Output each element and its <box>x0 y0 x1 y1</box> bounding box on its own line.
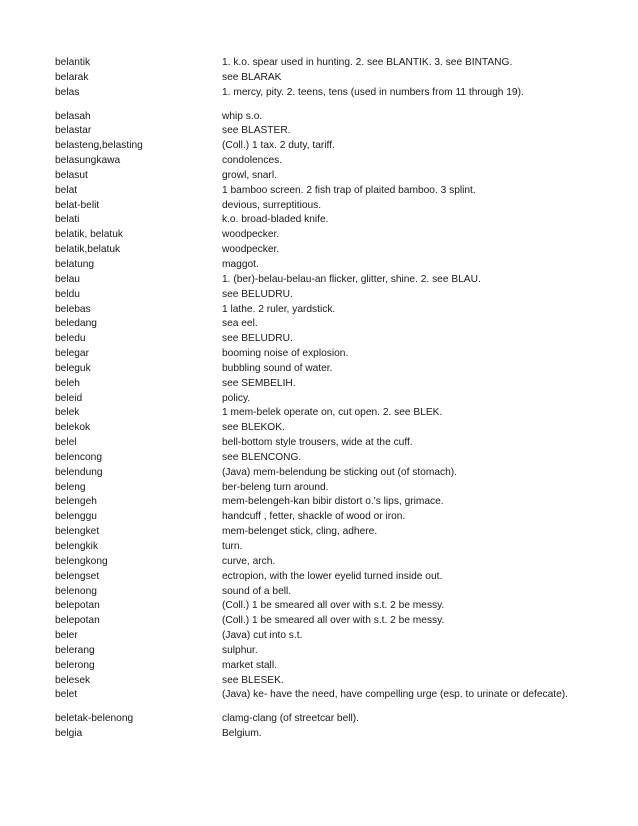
entry-definition: see BLASTER. <box>222 125 291 137</box>
entry-headword: beledu <box>55 333 86 345</box>
entry-headword: belau <box>55 273 80 285</box>
dictionary-entry <box>55 347 615 362</box>
entry-definition: see BLEKOK. <box>222 422 285 434</box>
dictionary-entry <box>55 540 615 555</box>
dictionary-entry <box>55 421 615 436</box>
dictionary-entry <box>55 124 615 139</box>
entry-headword: belasungkawa <box>55 155 121 167</box>
entry-headword: beleng <box>55 481 86 493</box>
dictionary-entry <box>55 317 615 332</box>
entry-headword: beletak-belenong <box>55 713 134 725</box>
entry-headword: belatik, belatuk <box>55 229 123 241</box>
entry-headword: beleguk <box>55 362 91 374</box>
dictionary-entry <box>55 451 615 466</box>
entry-headword: belati <box>55 214 80 226</box>
entry-definition: handcuff , fetter, shackle of wood or iron. <box>222 511 406 523</box>
entry-definition: growl, snarl. <box>222 169 277 181</box>
entry-definition: mem-belengeh-kan bibir distort o.'s lips, grimace. <box>222 496 444 508</box>
dictionary-entry <box>55 712 615 727</box>
entry-headword: beldu <box>55 288 80 300</box>
entry-headword: belgia <box>55 728 83 740</box>
entry-definition: 1. mercy, pity. 2. teens, tens (used in numbers from 11 through 19). <box>222 86 524 98</box>
entry-headword: belas <box>55 86 80 98</box>
entry-definition: 1 bamboo screen. 2 fish trap of plaited bamboo. 3 splint. <box>222 184 476 196</box>
entry-definition: devious, surreptitious. <box>222 199 322 211</box>
dictionary-entry <box>55 213 615 228</box>
entry-definition: 1 mem-belek operate on, cut open. 2. see BLEK. <box>222 407 443 419</box>
entry-definition: maggot. <box>222 258 259 270</box>
dictionary-entry <box>55 555 615 570</box>
dictionary-entry <box>55 332 615 347</box>
dictionary-entry <box>55 727 615 742</box>
entry-definition: woodpecker. <box>222 244 280 256</box>
dictionary-entry <box>55 199 615 214</box>
entry-definition: (Coll.) 1 be smeared all over with s.t. 2 be messy. <box>222 615 445 627</box>
entry-definition: Belgium. <box>222 728 262 740</box>
entry-headword: belendung <box>55 466 103 478</box>
entry-headword: belengkong <box>55 555 108 567</box>
entry-definition: clamg-clang (of streetcar bell). <box>222 713 360 725</box>
entry-headword: belasut <box>55 169 88 181</box>
entry-definition: bubbling sound of water. <box>222 362 333 374</box>
entry-definition: see BLARAK <box>222 71 282 83</box>
entry-headword: belek <box>55 407 80 419</box>
entry-definition: condolences. <box>222 155 283 167</box>
entry-definition: see SEMBELIH. <box>222 377 296 389</box>
entry-definition: sulphur. <box>222 644 258 656</box>
entry-headword: belet <box>55 689 78 701</box>
entry-headword: belengeh <box>55 496 97 508</box>
entry-definition: (Java) mem-belendung be sticking out (of stomach). <box>222 466 457 478</box>
entry-definition: 1. (ber)-belau-belau-an flicker, glitter, shine. 2. see BLAU. <box>222 273 481 285</box>
entry-definition: market stall. <box>222 659 277 671</box>
dictionary-entry <box>55 273 615 288</box>
dictionary-entry <box>55 466 615 481</box>
dictionary-entry <box>55 56 615 71</box>
entry-headword: belerang <box>55 644 95 656</box>
dictionary-entry <box>55 436 615 451</box>
entry-definition: (Java) ke- have the need, have compelling urge (esp. to urinate or defecate). <box>222 689 569 701</box>
dictionary-entry <box>55 688 615 703</box>
entry-headword: belel <box>55 437 77 449</box>
entry-definition: see BELUDRU. <box>222 288 293 300</box>
entry-list <box>55 56 615 742</box>
entry-definition: mem-belenget stick, cling, adhere. <box>222 526 378 538</box>
dictionary-entry <box>55 599 615 614</box>
entry-headword: belastar <box>55 125 92 137</box>
entry-headword: beledang <box>55 318 97 330</box>
entry-definition: sea eel. <box>222 318 258 330</box>
dictionary-entry <box>55 154 615 169</box>
entry-headword: belasteng,belasting <box>55 140 143 152</box>
entry-headword: belekok <box>55 422 91 434</box>
dictionary-entry <box>55 169 615 184</box>
entry-definition: whip s.o. <box>222 110 263 122</box>
entry-headword: belebas <box>55 303 91 315</box>
entry-headword: belepotan <box>55 615 100 627</box>
dictionary-entry <box>55 525 615 540</box>
dictionary-entry <box>55 644 615 659</box>
entry-definition: ectropion, with the lower eyelid turned inside out. <box>222 570 443 582</box>
entry-headword: beleh <box>55 377 80 389</box>
dictionary-entry <box>55 377 615 392</box>
dictionary-entry <box>55 362 615 377</box>
entry-headword: beler <box>55 630 78 642</box>
dictionary-entry <box>55 614 615 629</box>
entry-definition: see BELUDRU. <box>222 333 293 345</box>
entry-definition: curve, arch. <box>222 555 276 567</box>
dictionary-entry <box>55 659 615 674</box>
entry-headword: belegar <box>55 348 89 360</box>
entry-headword: belengket <box>55 526 100 538</box>
entry-headword: belantik <box>55 57 91 68</box>
dictionary-entry <box>55 585 615 600</box>
dictionary-entry <box>55 71 615 86</box>
entry-definition: turn. <box>222 541 243 552</box>
entry-definition: (Coll.) 1 be smeared all over with s.t. 2 be messy. <box>222 600 445 612</box>
entry-headword: belencong <box>55 451 103 463</box>
entry-definition: see BLENCONG. <box>222 451 302 463</box>
dictionary-entry <box>55 629 615 644</box>
dictionary-entry <box>55 674 615 689</box>
dictionary-entry <box>55 495 615 510</box>
entry-headword: belengkik <box>55 541 99 552</box>
entry-definition: ber-beleng turn around. <box>222 481 329 493</box>
entry-definition: bell-bottom style trousers, wide at the cuff. <box>222 437 413 449</box>
entry-headword: belatik,belatuk <box>55 244 121 256</box>
dictionary-entry <box>55 258 615 273</box>
entry-headword: belarak <box>55 71 89 83</box>
entry-headword: belepotan <box>55 600 100 612</box>
dictionary-entry <box>55 510 615 525</box>
entry-headword: belatung <box>55 258 95 270</box>
entry-definition: k.o. broad-bladed knife. <box>222 214 329 226</box>
dictionary-entry <box>55 243 615 258</box>
dictionary-entry <box>55 481 615 496</box>
dictionary-entry <box>55 184 615 199</box>
dictionary-entry <box>55 406 615 421</box>
entry-headword: belat-belit <box>55 199 100 211</box>
dictionary-entry <box>55 86 615 101</box>
dictionary-entry <box>55 110 615 125</box>
entry-definition: (Java) cut into s.t. <box>222 630 303 642</box>
entry-headword: beleid <box>55 392 83 404</box>
dictionary-entry <box>55 228 615 243</box>
dictionary-entry <box>55 139 615 154</box>
entry-headword: belesek <box>55 674 91 686</box>
entry-headword: belat <box>55 184 78 196</box>
entry-definition: 1 lathe. 2 ruler, yardstick. <box>222 303 336 315</box>
dictionary-entry <box>55 288 615 303</box>
entry-definition: see BLESEK. <box>222 674 284 686</box>
entry-headword: belenggu <box>55 511 97 523</box>
entry-definition: woodpecker. <box>222 229 280 241</box>
entry-definition: (Coll.) 1 tax. 2 duty, tariff. <box>222 140 335 152</box>
entry-definition: policy. <box>222 392 251 404</box>
entry-definition: booming noise of explosion. <box>222 348 349 360</box>
entry-headword: belasah <box>55 110 91 122</box>
entry-definition: sound of a bell. <box>222 585 292 597</box>
dictionary-entry <box>55 392 615 407</box>
entry-headword: belenong <box>55 585 97 597</box>
entry-definition: 1. k.o. spear used in hunting. 2. see BLANTIK. 3. see BINTANG. <box>222 57 513 68</box>
entry-headword: belerong <box>55 659 95 671</box>
dictionary-entry <box>55 303 615 318</box>
entry-headword: belengset <box>55 570 100 582</box>
dictionary-entry <box>55 570 615 585</box>
